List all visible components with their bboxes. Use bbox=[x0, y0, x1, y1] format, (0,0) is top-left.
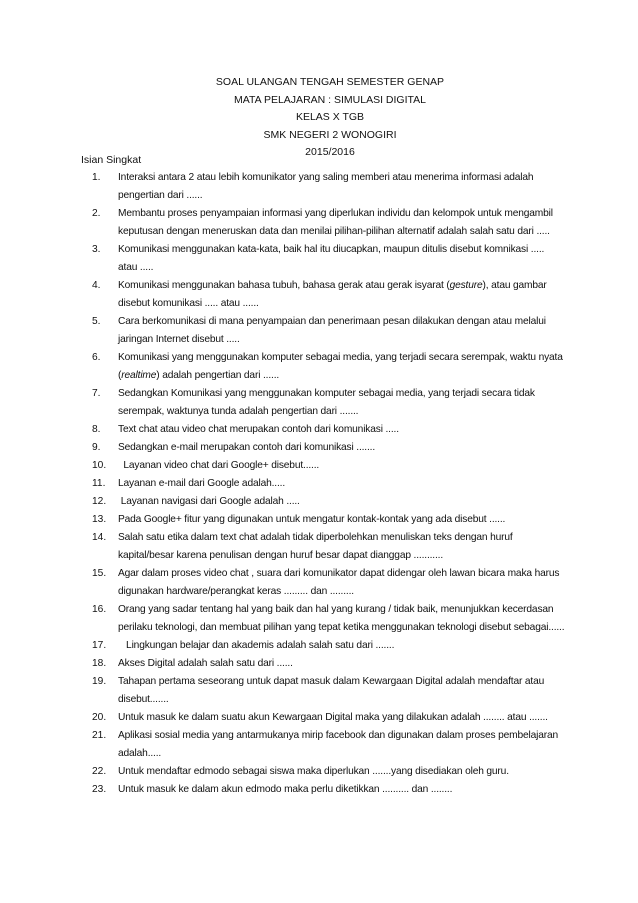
question-text: Interaksi antara 2 atau lebih komunikator yang saling memberi atau menerima informasi adalah pengertian dari ...... bbox=[118, 172, 534, 201]
question-number: 20. bbox=[92, 712, 107, 723]
question-number: 13. bbox=[92, 514, 107, 525]
question-text bbox=[118, 277, 566, 313]
question-item bbox=[81, 655, 566, 673]
question-text: Text chat atau video chat merupakan contoh dari komunikasi ..... bbox=[118, 424, 399, 435]
question-item bbox=[81, 349, 566, 385]
question-number: 19. bbox=[92, 676, 107, 687]
question-number: 10. bbox=[92, 460, 107, 471]
question-text: Salah satu etika dalam text chat adalah tidak diperbolehkan menuliskan teks dengan huruf kapital/besar karena penulisan dengan huruf besar dapat dianggap ........... bbox=[118, 532, 513, 561]
class-line: KELAS X TGB bbox=[295, 111, 365, 123]
question-number: 23. bbox=[92, 784, 107, 795]
question-number: 11. bbox=[92, 478, 106, 489]
subject-line: MATA PELAJARAN : SIMULASI DIGITAL bbox=[234, 93, 426, 106]
question-number: 12. bbox=[92, 496, 107, 507]
question-item bbox=[81, 601, 566, 637]
question-text: Tahapan pertama seseorang untuk dapat masuk dalam Kewargaan Digital adalah mendaftar atau disebut....... bbox=[118, 676, 545, 705]
question-item bbox=[81, 709, 566, 727]
question-text: Untuk masuk ke dalam akun edmodo maka perlu diketikkan .......... dan ........ bbox=[118, 784, 453, 795]
question-item bbox=[81, 439, 566, 457]
question-number: 5. bbox=[92, 316, 101, 327]
question-item bbox=[81, 313, 566, 349]
question-text: Untuk masuk ke dalam suatu akun Kewargaan Digital maka yang dilakukan adalah ........ atau ....... bbox=[118, 712, 548, 723]
school-line: SMK NEGERI 2 WONOGIRI bbox=[263, 128, 397, 141]
question-item bbox=[81, 385, 566, 421]
exam-title: SOAL ULANGAN TENGAH SEMESTER GENAP bbox=[215, 76, 445, 88]
question-number: 4. bbox=[92, 280, 101, 291]
question-list bbox=[81, 169, 566, 799]
question-item bbox=[81, 781, 566, 799]
question-number: 2. bbox=[92, 208, 101, 219]
question-text: Membantu proses penyampaian informasi yang diperlukan individu dan kelompok untuk mengambil keputusan dengan meneruskan data dan menilai pilihan-pilihan alternatif adalah salah satu dari ..... bbox=[118, 208, 553, 237]
question-item bbox=[81, 763, 566, 781]
question-number: 17. bbox=[92, 640, 107, 651]
question-item bbox=[81, 457, 566, 475]
question-number: 16. bbox=[92, 604, 107, 615]
question-text: Layanan navigasi dari Google adalah ..... bbox=[118, 496, 300, 507]
question-item bbox=[81, 241, 566, 277]
question-number: 8. bbox=[92, 424, 101, 435]
question-item bbox=[81, 673, 566, 709]
question-number: 21. bbox=[92, 730, 107, 741]
question-item bbox=[81, 169, 566, 205]
question-text: Pada Google+ fitur yang digunakan untuk mengatur kontak-kontak yang ada disebut ...... bbox=[118, 514, 506, 525]
question-text: Komunikasi menggunakan kata-kata, baik hal itu diucapkan, maupun ditulis disebut komnikasi ..... atau ..... bbox=[118, 244, 545, 273]
question-text-part: Komunikasi yang menggunakan komputer sebagai media, yang terjadi secara serempak, waktu nyata ( bbox=[118, 352, 563, 381]
question-text: Untuk mendaftar edmodo sebagai siswa maka diperlukan .......yang disediakan oleh guru. bbox=[118, 766, 509, 777]
question-item bbox=[81, 727, 566, 763]
question-number: 1. bbox=[92, 172, 101, 183]
question-text: Agar dalam proses video chat , suara dari komunikator dapat didengar oleh lawan bicara maka harus digunakan hardware/perangkat keras ......... dan ......... bbox=[118, 568, 560, 597]
question-text-part: ) adalah pengertian dari ...... bbox=[156, 370, 280, 381]
question-item bbox=[81, 637, 566, 655]
question-text-part: ), atau gambar disebut komunikasi ..... atau ...... bbox=[118, 280, 547, 309]
question-item bbox=[81, 421, 566, 439]
question-text-italic: gesture bbox=[449, 280, 483, 291]
question-text: Cara berkomunikasi di mana penyampaian dan penerimaan pesan dilakukan dengan atau melalui jaringan Internet disebut ..... bbox=[118, 316, 546, 345]
question-number: 22. bbox=[92, 766, 107, 777]
question-text: Akses Digital adalah salah satu dari ...... bbox=[118, 658, 293, 669]
question-text bbox=[118, 349, 566, 385]
year-line: 2015/2016 bbox=[305, 146, 355, 158]
question-number: 15. bbox=[92, 568, 107, 579]
question-item bbox=[81, 511, 566, 529]
question-item bbox=[81, 565, 566, 601]
question-item bbox=[81, 493, 566, 511]
question-item bbox=[81, 205, 566, 241]
question-number: 9. bbox=[92, 442, 101, 453]
question-item bbox=[81, 475, 566, 493]
question-text-italic: realtime bbox=[121, 370, 157, 381]
question-number: 18. bbox=[92, 658, 107, 669]
question-number: 7. bbox=[92, 388, 101, 399]
question-text: Orang yang sadar tentang hal yang baik dan hal yang kurang / tidak baik, menunjukkan kecerdasan perilaku teknologi, dan membuat pilihan yang tepat ketika menggunakan teknologi disebut sebagai...... bbox=[118, 604, 565, 633]
question-number: 14. bbox=[92, 532, 107, 543]
question-text: Layanan video chat dari Google+ disebut...... bbox=[118, 460, 320, 471]
question-text-part: Komunikasi menggunakan bahasa tubuh, bahasa gerak atau gerak isyarat ( bbox=[118, 280, 450, 291]
question-number: 6. bbox=[92, 352, 101, 363]
question-text: Sedangkan e-mail merupakan contoh dari komunikasi ....... bbox=[118, 442, 376, 453]
question-item bbox=[81, 277, 566, 313]
question-text: Lingkungan belajar dan akademis adalah salah satu dari ....... bbox=[118, 640, 395, 651]
question-item bbox=[81, 529, 566, 565]
document-header bbox=[0, 74, 638, 162]
question-number: 3. bbox=[92, 244, 101, 255]
section-title: Isian Singkat bbox=[81, 154, 142, 166]
question-text: Layanan e-mail dari Google adalah..... bbox=[118, 478, 286, 489]
question-text: Sedangkan Komunikasi yang menggunakan komputer sebagai media, yang terjadi secara tidak serempak, waktunya tunda adalah pengertian dari ....... bbox=[118, 388, 535, 417]
question-text: Aplikasi sosial media yang antarmukanya mirip facebook dan digunakan dalam proses pembelajaran adalah..... bbox=[118, 730, 559, 759]
